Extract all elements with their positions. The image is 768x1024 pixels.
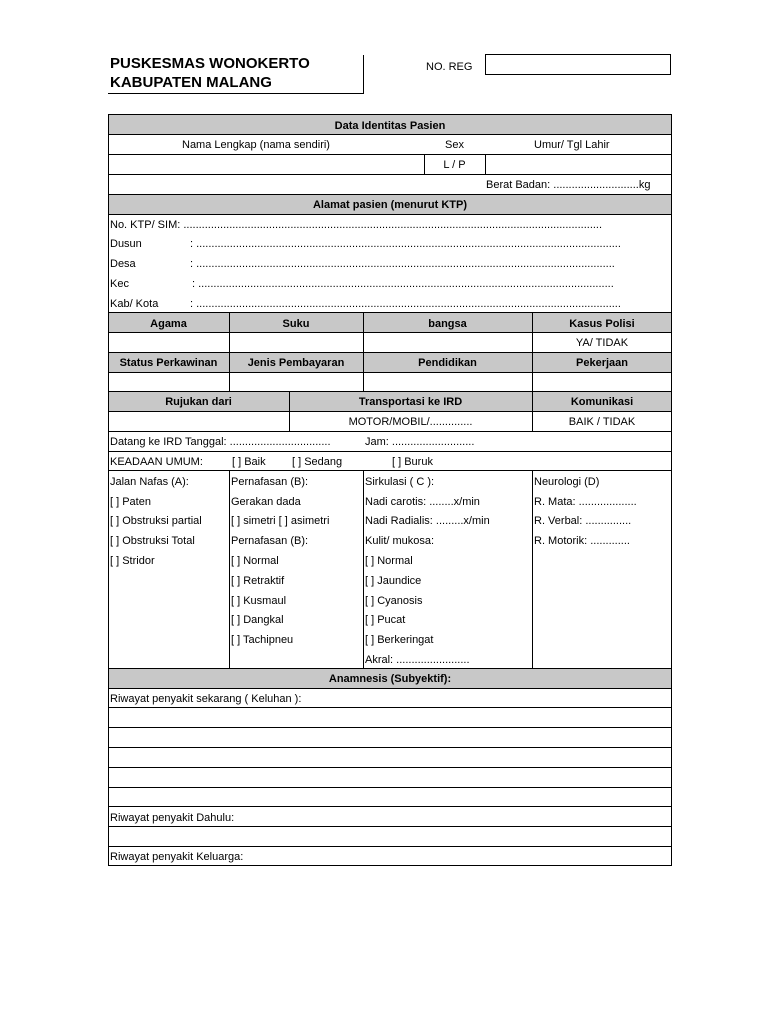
condition-buruk[interactable]: [ ] Buruk bbox=[392, 456, 433, 468]
header-pendidikan: Pendidikan bbox=[418, 357, 477, 369]
rujukan-field[interactable] bbox=[109, 412, 289, 431]
neuro-verbal-field[interactable]: R. Verbal: ............... bbox=[534, 515, 632, 527]
anamnesis-section-title: Anamnesis (Subyektif): bbox=[328, 673, 452, 685]
agama-field[interactable] bbox=[109, 333, 229, 352]
breathing-tachipneu[interactable]: [ ] Tachipneu bbox=[231, 634, 294, 646]
circulation-title: Sirkulasi ( C ): bbox=[365, 476, 435, 488]
sex-label: Sex bbox=[445, 139, 464, 151]
header-agama: Agama bbox=[150, 318, 187, 330]
header-pekerjaan: Pekerjaan bbox=[576, 357, 628, 369]
header-transportasi: Transportasi ke IRD bbox=[358, 396, 463, 408]
header-divider-v bbox=[363, 55, 364, 93]
current-illness-line-2[interactable] bbox=[109, 728, 671, 747]
airway-total[interactable]: [ ] Obstruksi Total bbox=[110, 535, 195, 547]
breathing-kusmaul[interactable]: [ ] Kusmaul bbox=[231, 595, 287, 607]
chest-movement-label: Gerakan dada bbox=[231, 496, 301, 508]
current-illness-line-1[interactable] bbox=[109, 708, 671, 727]
neuro-title: Neurologi (D) bbox=[534, 476, 600, 488]
no-reg-field[interactable] bbox=[485, 54, 671, 75]
sex-options[interactable]: L / P bbox=[443, 159, 466, 171]
skin-cyanosis[interactable]: [ ] Cyanosis bbox=[365, 595, 423, 607]
header-suku: Suku bbox=[282, 318, 310, 330]
past-illness-line[interactable] bbox=[109, 827, 671, 846]
header-divider-h bbox=[108, 93, 364, 94]
airway-stridor[interactable]: [ ] Stridor bbox=[110, 555, 155, 567]
pendidikan-field[interactable] bbox=[364, 373, 532, 391]
header-kasus-polisi: Kasus Polisi bbox=[569, 318, 635, 330]
carotid-pulse-field[interactable]: Nadi carotis: ........x/min bbox=[365, 496, 480, 508]
skin-berkeringat[interactable]: [ ] Berkeringat bbox=[365, 634, 434, 646]
radial-pulse-field[interactable]: Nadi Radialis: .........x/min bbox=[365, 515, 490, 527]
desa-field[interactable]: : ......................................................................................................................................... bbox=[190, 258, 615, 270]
dob-field[interactable] bbox=[486, 155, 671, 173]
akral-field[interactable]: Akral: ........................ bbox=[365, 654, 470, 666]
arrival-time[interactable]: Jam: ........................... bbox=[365, 436, 475, 448]
header-komunikasi: Komunikasi bbox=[570, 396, 634, 408]
breathing-dangkal[interactable]: [ ] Dangkal bbox=[231, 614, 284, 626]
skin-jaundice[interactable]: [ ] Jaundice bbox=[365, 575, 422, 587]
regency-name: KABUPATEN MALANG bbox=[110, 74, 272, 91]
status-perkawinan-field[interactable] bbox=[109, 373, 229, 391]
name-label: Nama Lengkap (nama sendiri) bbox=[182, 139, 330, 151]
header-status-perkawinan: Status Perkawinan bbox=[119, 357, 218, 369]
ktp-field[interactable]: No. KTP/ SIM: ......................................................................................................................................... bbox=[110, 219, 603, 231]
bangsa-field[interactable] bbox=[364, 333, 532, 352]
kab-field[interactable]: : ........................................................................................................................................... bbox=[190, 298, 621, 310]
breathing-normal[interactable]: [ ] Normal bbox=[231, 555, 279, 567]
condition-baik[interactable]: [ ] Baik bbox=[232, 456, 266, 468]
chest-symmetry-options[interactable]: [ ] simetri [ ] asimetri bbox=[231, 515, 330, 527]
header-rujukan: Rujukan dari bbox=[165, 396, 232, 408]
jenis-pembayaran-field[interactable] bbox=[230, 373, 363, 391]
clinic-name: PUSKESMAS WONOKERTO bbox=[110, 55, 310, 72]
suku-field[interactable] bbox=[230, 333, 363, 352]
condition-label: KEADAAN UMUM: bbox=[110, 456, 203, 468]
airway-partial[interactable]: [ ] Obstruksi partial bbox=[110, 515, 202, 527]
neuro-motor-field[interactable]: R. Motorik: ............. bbox=[534, 535, 630, 547]
skin-normal[interactable]: [ ] Normal bbox=[365, 555, 413, 567]
header-jenis-pembayaran: Jenis Pembayaran bbox=[247, 357, 345, 369]
current-illness-line-4[interactable] bbox=[109, 768, 671, 787]
dusun-label: Dusun bbox=[110, 238, 142, 250]
family-illness-label: Riwayat penyakit Keluarga: bbox=[110, 851, 244, 863]
skin-mucosa-label: Kulit/ mukosa: bbox=[365, 535, 435, 547]
dob-label: Umur/ Tgl Lahir bbox=[534, 139, 610, 151]
name-field[interactable] bbox=[109, 155, 424, 173]
skin-pucat[interactable]: [ ] Pucat bbox=[365, 614, 406, 626]
airway-title: Jalan Nafas (A): bbox=[110, 476, 189, 488]
breathing-title: Pernafasan (B): bbox=[231, 476, 309, 488]
address-section-title: Alamat pasien (menurut KTP) bbox=[312, 199, 468, 211]
dusun-field[interactable]: : ........................................................................................................................................... bbox=[190, 238, 621, 250]
breathing-retraktif[interactable]: [ ] Retraktif bbox=[231, 575, 285, 587]
header-bangsa: bangsa bbox=[428, 318, 467, 330]
condition-sedang[interactable]: [ ] Sedang bbox=[292, 456, 343, 468]
desa-label: Desa bbox=[110, 258, 136, 270]
current-illness-label: Riwayat penyakit sekarang ( Keluhan ): bbox=[110, 693, 302, 705]
kab-label: Kab/ Kota bbox=[110, 298, 159, 310]
kasus-polisi-options[interactable]: YA/ TIDAK bbox=[575, 337, 629, 349]
current-illness-line-5[interactable] bbox=[109, 788, 671, 806]
breathing-subtitle: Pernafasan (B): bbox=[231, 535, 309, 547]
arrival-date[interactable]: Datang ke IRD Tanggal: ................................. bbox=[110, 436, 331, 448]
past-illness-label: Riwayat penyakit Dahulu: bbox=[110, 812, 235, 824]
weight-field[interactable]: Berat Badan: ............................kg bbox=[486, 179, 651, 191]
komunikasi-options[interactable]: BAIK / TIDAK bbox=[568, 416, 636, 428]
identity-section-title: Data Identitas Pasien bbox=[334, 120, 446, 132]
neuro-eye-field[interactable]: R. Mata: ................... bbox=[534, 496, 637, 508]
no-reg-label: NO. REG bbox=[426, 61, 473, 73]
airway-paten[interactable]: [ ] Paten bbox=[110, 496, 151, 508]
current-illness-line-3[interactable] bbox=[109, 748, 671, 767]
kec-field[interactable]: : ........................................................................................................................................ bbox=[192, 278, 614, 290]
kec-label: Kec bbox=[110, 278, 129, 290]
transportasi-field[interactable]: MOTOR/MOBIL/.............. bbox=[348, 416, 473, 428]
pekerjaan-field[interactable] bbox=[533, 373, 671, 391]
